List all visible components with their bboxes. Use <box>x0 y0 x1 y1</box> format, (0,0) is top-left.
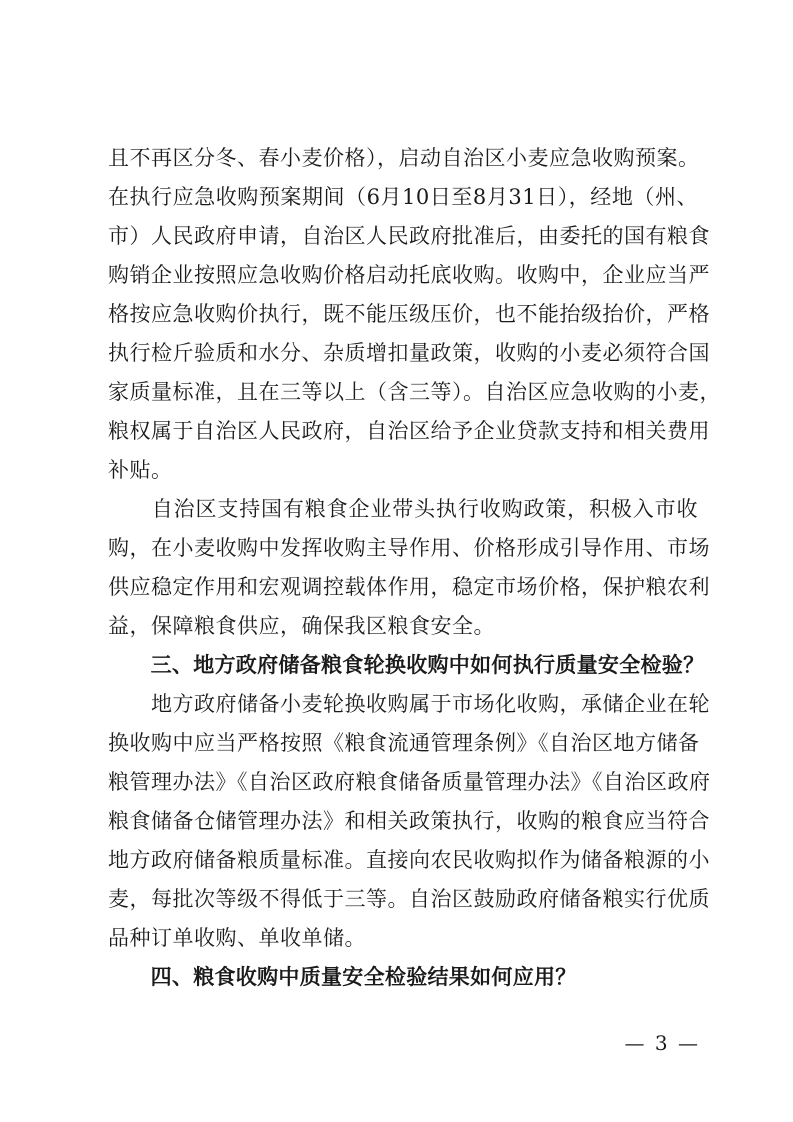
body-line: 家质量标准，且在三等以上（含三等）。自治区应急收购的小麦， <box>108 380 721 404</box>
body-line: 粮权属于自治区人民政府，自治区给予企业贷款支持和相关费用 <box>108 419 710 443</box>
body-line: 粮管理办法》《自治区政府粮食储备质量管理办法》《自治区政府 <box>108 770 711 794</box>
body-line: 地方政府储备小麦轮换收购属于市场化收购，承储企业在轮 <box>108 692 710 716</box>
page-number: — 3 — <box>624 1031 700 1055</box>
body-line: 补贴。 <box>108 458 173 482</box>
body-line: 执行检斤验质和水分、杂质增扣量政策，收购的小麦必须符合国 <box>108 341 710 365</box>
body-line: 且不再区分冬、春小麦价格），启动自治区小麦应急收购预案。 <box>108 146 700 170</box>
body-line: 麦，每批次等级不得低于三等。自治区鼓励政府储备粮实行优质 <box>108 887 710 911</box>
section-heading-4: 四、粮食收购中质量安全检验结果如何应用？ <box>108 965 577 989</box>
body-line: 自治区支持国有粮食企业带头执行收购政策，积极入市收 <box>108 497 698 521</box>
body-line: 益，保障粮食供应，确保我区粮食安全。 <box>108 614 495 638</box>
body-line: 格按应急收购价执行，既不能压级压价，也不能抬级抬价，严格 <box>108 302 710 326</box>
body-line: 购，在小麦收购中发挥收购主导作用、价格形成引导作用、市场 <box>108 536 710 560</box>
body-line: 换收购中应当严格按照《粮食流通管理条例》《自治区地方储备 <box>108 731 700 755</box>
body-line: 品种订单收购、单收单储。 <box>108 926 366 950</box>
body-line: 粮食储备仓储管理办法》和相关政策执行，收购的粮食应当符合 <box>108 809 710 833</box>
body-line: 在执行应急收购预案期间（6月10日至8月31日），经地（州、 <box>108 185 698 209</box>
body-line: 地方政府储备粮质量标准。直接向农民收购拟作为储备粮源的小 <box>108 848 710 872</box>
body-line: 购销企业按照应急收购价格启动托底收购。收购中，企业应当严 <box>108 263 710 287</box>
body-line: 供应稳定作用和宏观调控载体作用，稳定市场价格，保护粮农利 <box>108 575 710 599</box>
body-line: 市）人民政府申请，自治区人民政府批准后，由委托的国有粮食 <box>108 224 710 248</box>
section-heading-3: 三、地方政府储备粮食轮换收购中如何执行质量安全检验？ <box>108 653 705 677</box>
